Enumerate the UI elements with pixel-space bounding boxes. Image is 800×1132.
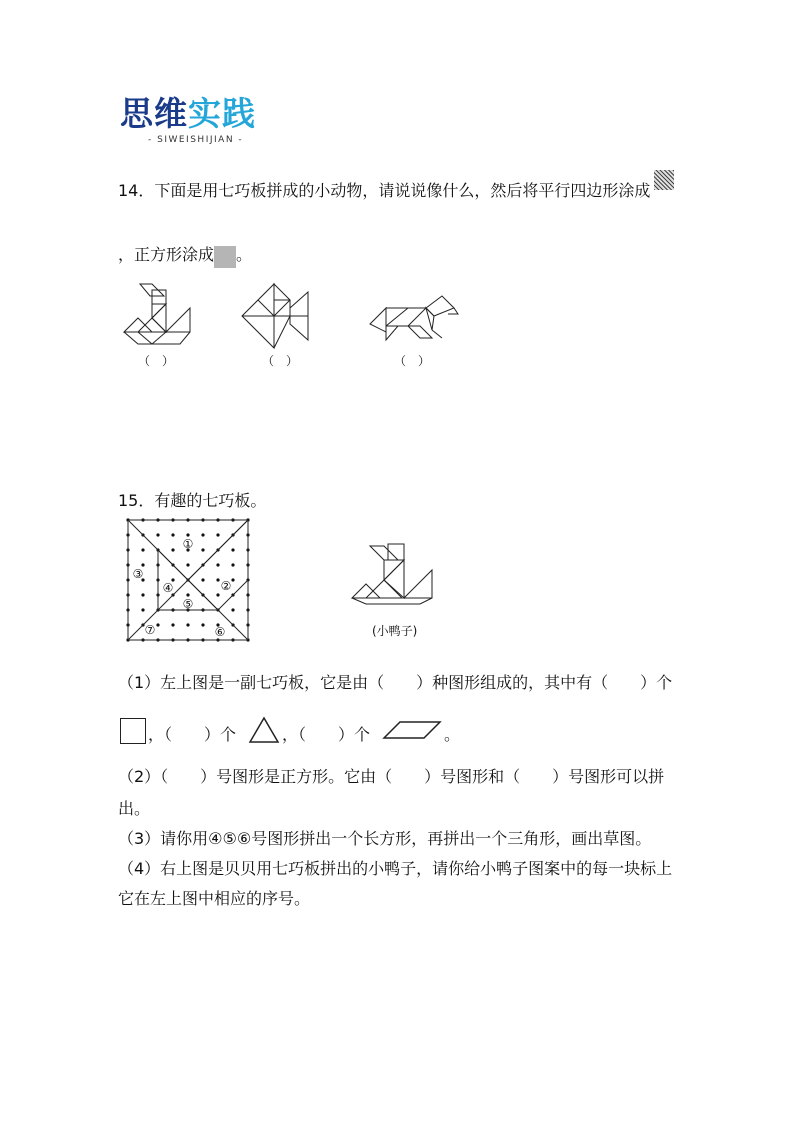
q14-line2: [118, 244, 252, 268]
grid-dot: [156, 533, 159, 536]
fish-answer-blank: （ ）: [262, 354, 299, 368]
grid-dot: [201, 623, 204, 626]
grid-dot: [231, 563, 234, 566]
tangram-duck-figure: [348, 540, 440, 610]
gray-square-swatch-icon: [214, 246, 236, 268]
swan-body-triangle-3: [152, 304, 166, 332]
q15-p2-line1: （2）（ ）号图形是正方形。它由（ ）号图形和（ ）号图形可以拼: [118, 767, 665, 786]
grid-dot: [156, 623, 159, 626]
grid-dot: [141, 593, 144, 596]
q15-p2-line2: 出。: [118, 799, 151, 818]
grid-dot: [201, 578, 204, 581]
grid-dot: [141, 548, 144, 551]
grid-label-1: ①: [182, 537, 194, 551]
tangram-grid-figure: [128, 520, 253, 645]
grid-dot: [231, 608, 234, 611]
grid-label-3: ③: [132, 567, 144, 581]
grid-dot: [231, 548, 234, 551]
q15-p4-line2: 它在左上图中相应的序号。: [118, 889, 311, 908]
grid-label-7: ⑦: [144, 623, 156, 637]
grid-dot: [216, 563, 219, 566]
logo: [120, 94, 256, 134]
grid-dot: [216, 593, 219, 596]
q15-p1-line2b: ，（ ）个: [282, 725, 371, 744]
tangram-fish-figure: [240, 282, 320, 352]
tangram-horse-figure: [368, 294, 468, 350]
swan-answer-blank: （ ）: [138, 354, 175, 368]
swan-tail-triangle: [166, 308, 190, 332]
parallelogram-shape-icon: [382, 720, 442, 740]
grid-dot: [201, 533, 204, 536]
grid-label-5: ⑤: [182, 597, 194, 611]
grid-dot: [186, 563, 189, 566]
q15-p1-line2a: ，（ ）个: [148, 725, 237, 744]
swan-bottom-edge: [124, 332, 190, 344]
grid-dot: [216, 533, 219, 536]
grid-dot: [171, 533, 174, 536]
q14-line2-post: 。: [236, 245, 253, 264]
logo-text-light: 实践: [188, 94, 256, 133]
triangle-shape-icon: [248, 716, 280, 744]
tangram-swan-figure: [118, 278, 198, 348]
swan-head-square: [152, 290, 166, 304]
grid-label-2: ②: [220, 579, 232, 593]
grid-dot: [216, 578, 219, 581]
grid-dot: [171, 623, 174, 626]
grid-dot: [186, 623, 189, 626]
q15-p3: （3）请你用④⑤⑥号图形拼出一个长方形，再拼出一个三角形，画出草图。: [118, 829, 652, 848]
logo-subtitle: - SIWEISHIJIAN -: [148, 135, 244, 145]
q15-p1-line2c: 。: [444, 725, 461, 744]
grid-label-6: ⑥: [214, 625, 226, 639]
grid-dot: [231, 578, 234, 581]
duck-caption: (小鸭子): [372, 624, 418, 638]
q14-line2-pre: ，正方形涂成: [118, 245, 215, 264]
swan-body-triangle-1: [138, 318, 166, 332]
square-shape-icon: [120, 718, 146, 744]
grid-dot: [201, 548, 204, 551]
q14-line1: 14．下面是用七巧板拼成的小动物，请说说像什么，然后将平行四边形涂成: [118, 181, 651, 200]
hatched-swatch-icon: [654, 170, 674, 190]
logo-text-dark: 思维: [120, 94, 188, 133]
q15-p4-line1: （4）右上图是贝贝用七巧板拼出的小鸭子，请你给小鸭子图案中的每一块标上: [118, 859, 673, 878]
grid-dot: [141, 608, 144, 611]
q15-p1-line1: （1）左上图是一副七巧板，它是由（ ）种图形组成的，其中有（ ）个: [118, 673, 673, 692]
grid-dot: [171, 548, 174, 551]
swan-body-triangle-2: [124, 318, 152, 332]
q15-title: 15．有趣的七巧板。: [118, 491, 267, 510]
horse-answer-blank: （ ）: [394, 354, 431, 368]
grid-label-4: ④: [162, 581, 174, 595]
